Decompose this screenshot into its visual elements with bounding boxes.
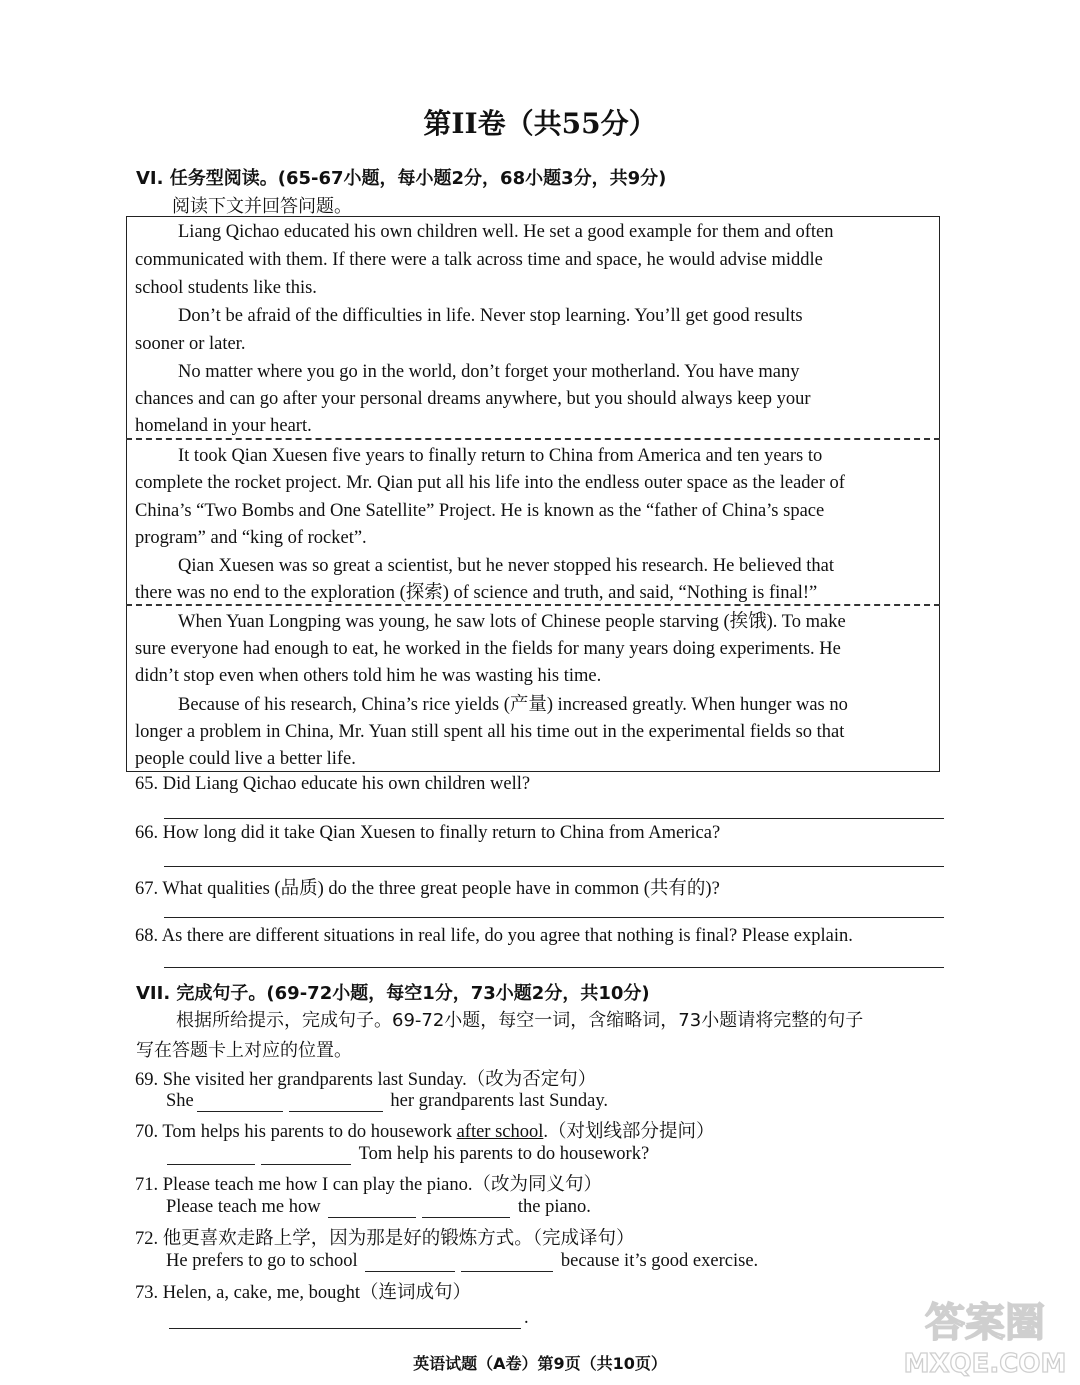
page-title: 第II卷（共55分） [423, 107, 657, 140]
section-7-instruction: 写在答题卡上对应的位置。 [136, 1040, 352, 1061]
blank-70-1[interactable] [167, 1146, 255, 1165]
answer-72-suffix: because it’s good exercise. [560, 1251, 759, 1271]
answer-line-65[interactable] [164, 818, 944, 819]
answer-line-67[interactable] [164, 917, 944, 918]
blank-70-2[interactable] [261, 1146, 351, 1165]
answer-70-suffix: Tom help his parents to do housework? [358, 1144, 650, 1164]
question-70-text: 70. Tom helps his parents to do housework [135, 1122, 457, 1142]
answer-line-66[interactable] [164, 866, 944, 867]
blank-69-2[interactable] [289, 1093, 383, 1112]
answer-72 [166, 1251, 758, 1272]
passage-line: program” and “king of rocket”. [135, 528, 367, 548]
section-7-instruction: 根据所给提示，完成句子。69-72小题，每空一词，含缩略词，73小题请将完整的句子 [176, 1010, 864, 1031]
question-70 [135, 1117, 715, 1143]
section-6-instruction: 阅读下文并回答问题。 [172, 196, 352, 217]
passage-line: China’s “Two Bombs and One Satellite” Project. He is known as the “father of China’s space [135, 501, 825, 521]
passage-line: Qian Xuesen was so great a scientist, but he never stopped his research. He believed that [178, 556, 835, 576]
answer-73 [166, 1308, 529, 1329]
watermark-text-2: MXQE.COM [903, 1349, 1067, 1379]
passage-line: homeland in your heart. [135, 416, 312, 436]
question-65: 65. Did Liang Qichao educate his own children well? [135, 774, 531, 794]
answer-70 [164, 1144, 649, 1165]
answer-72-prefix: He prefers to go to school [166, 1251, 358, 1271]
question-67: 67. What qualities (品质) do the three great people have in common (共有的)? [135, 879, 720, 899]
watermark-icon [900, 1290, 1070, 1380]
answer-71-prefix: Please teach me how [166, 1197, 321, 1217]
answer-71-suffix: the piano. [517, 1197, 591, 1217]
question-70-instruction: .（对划线部分提问） [543, 1122, 715, 1142]
answer-73-period: . [524, 1308, 529, 1328]
question-66: 66. How long did it take Qian Xuesen to finally return to China from America? [135, 823, 721, 843]
blank-71-1[interactable] [328, 1199, 416, 1218]
answer-69-prefix: She [166, 1091, 194, 1111]
section-6-heading: VI. 任务型阅读。(65-67小题，每小题2分，68小题3分，共9分) [136, 168, 667, 189]
question-71: 71. Please teach me how I can play the piano.（改为同义句） [135, 1175, 603, 1195]
passage-line: No matter where you go in the world, don’t forget your motherland. You have many [178, 362, 800, 382]
passage-line: Because of his research, China’s rice yields (产量) increased greatly. When hunger was no [178, 695, 848, 715]
question-70-underlined: after school [456, 1122, 544, 1142]
passage-line: Liang Qichao educated his own children well. He set a good example for them and often [178, 222, 834, 242]
passage-line: didn’t stop even when others told him he was wasting his time. [135, 666, 602, 686]
passage-line: It took Qian Xuesen five years to finally return to China from America and ten years to [178, 446, 823, 466]
question-72: 72. 他更喜欢走路上学，因为那是好的锻炼方式。（完成译句） [135, 1229, 635, 1249]
passage-line: sure everyone had enough to eat, he worked in the fields for many years doing experiments. He [135, 639, 841, 659]
passage-line: communicated with them. If there were a talk across time and space, he would advise middle [135, 250, 823, 270]
answer-line-68[interactable] [164, 967, 944, 968]
passage-line: Don’t be afraid of the difficulties in life. Never stop learning. You’ll get good results [178, 306, 803, 326]
blank-72-2[interactable] [461, 1253, 553, 1272]
answer-69 [166, 1091, 608, 1112]
passage-line: When Yuan Longping was young, he saw lots of Chinese people starving (挨饿). To make [178, 612, 846, 632]
answer-71 [166, 1197, 591, 1218]
passage-line: longer a problem in China, Mr. Yuan still spent all his time out in the experimental fields so that [135, 722, 845, 742]
watermark-text-1: 答案圈 [925, 1300, 1045, 1346]
question-73: 73. Helen, a, cake, me, bought（连词成句） [135, 1283, 472, 1303]
question-69: 69. She visited her grandparents last Sunday.（改为否定句） [135, 1070, 597, 1090]
passage-line: there was no end to the exploration (探索) of science and truth, and said, “Nothing is final!” [135, 583, 818, 603]
passage-line: chances and can go after your personal dreams anywhere, but you should always keep your [135, 389, 811, 409]
passage-line: people could live a better life. [135, 749, 356, 769]
answer-69-suffix: her grandparents last Sunday. [390, 1091, 609, 1111]
page-footer: 英语试题（A卷）第9页（共10页） [413, 1354, 667, 1373]
passage-line: school students like this. [135, 278, 317, 298]
passage-line: sooner or later. [135, 334, 246, 354]
blank-72-1[interactable] [365, 1253, 455, 1272]
watermark-logo [900, 1290, 1070, 1380]
section-7-heading: VII. 完成句子。(69-72小题，每空1分，73小题2分，共10分) [136, 983, 650, 1004]
blank-73[interactable] [169, 1310, 521, 1329]
passage-line: complete the rocket project. Mr. Qian put all his life into the endless outer space as the leader of [135, 473, 845, 493]
question-68: 68. As there are different situations in real life, do you agree that nothing is final? Please explain. [135, 926, 853, 946]
blank-71-2[interactable] [422, 1199, 510, 1218]
blank-69-1[interactable] [197, 1093, 283, 1112]
